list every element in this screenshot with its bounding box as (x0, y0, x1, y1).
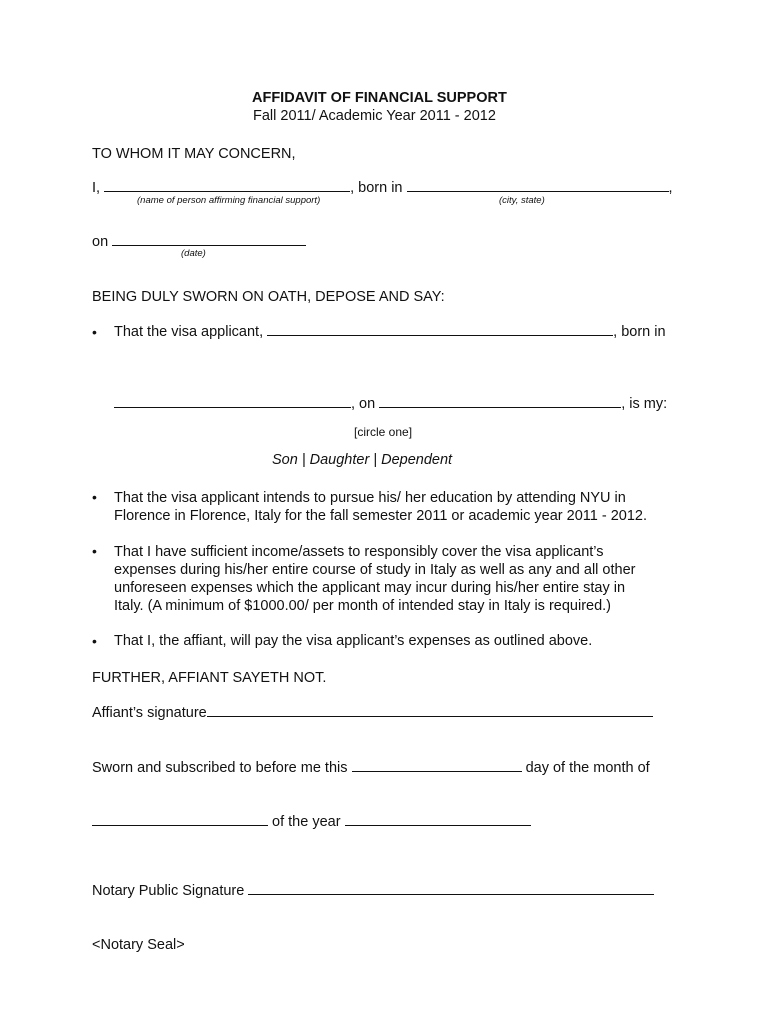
sworn-month-field[interactable] (92, 824, 268, 826)
document-title: AFFIDAVIT OF FINANCIAL SUPPORT (252, 90, 507, 106)
sworn-day-field[interactable] (352, 770, 522, 772)
income-paragraph (114, 543, 714, 615)
intent-paragraph (114, 489, 714, 525)
signature-line (92, 705, 653, 721)
notary-seal: <Notary Seal> (92, 937, 185, 953)
sworn-year-field[interactable] (345, 824, 531, 826)
applicant-birth-line (114, 396, 667, 412)
income-line-3: unforeseen expenses which the applicant may incur during his/her entire stay in (114, 580, 626, 596)
affiant-place-hint: (city, state) (499, 195, 545, 206)
document-subtitle: Fall 2011/ Academic Year 2011 - 2012 (253, 108, 496, 124)
income-line-2: expenses during his/her entire course of study in Italy as well as any and all other (114, 562, 636, 578)
affiant-birthplace-field[interactable] (407, 190, 669, 192)
sworn-suffix: day of the month of (525, 760, 650, 776)
affiant-name-hint: (name of person affirming financial support) (137, 195, 321, 206)
bullet-income: • (92, 543, 97, 559)
affiant-born-in-label: , born in (350, 180, 403, 196)
sworn-line (92, 760, 650, 776)
date-field[interactable] (112, 244, 306, 246)
relation-options[interactable]: Son | Daughter | Dependent (272, 452, 453, 468)
year-label: of the year (272, 814, 341, 830)
pay-statement: That I, the affiant, will pay the visa applicant’s expenses as outlined above. (114, 633, 593, 649)
affiant-name-field[interactable] (104, 190, 350, 192)
affiant-line (92, 180, 673, 196)
oath-statement: BEING DULY SWORN ON OATH, DEPOSE AND SAY: (92, 289, 445, 305)
income-line-4: Italy. (A minimum of $1000.00/ per month of intended stay in Italy is required.) (114, 598, 612, 614)
notary-line (92, 883, 654, 899)
notary-label: Notary Public Signature (92, 883, 245, 899)
intent-line-2: Florence in Florence, Italy for the fall semester 2011 or academic year 2011 - 2012. (114, 508, 648, 524)
affiant-prefix: I, (92, 180, 101, 196)
bullet-intent: • (92, 489, 97, 505)
circle-one-note: [circle one] (354, 425, 413, 439)
applicant-line (114, 324, 666, 340)
notary-signature-field[interactable] (248, 893, 654, 895)
applicant-prefix: That the visa applicant, (114, 324, 264, 340)
applicant-on-label: , on (351, 396, 376, 412)
applicant-birthdate-field[interactable] (379, 406, 621, 408)
date-hint: (date) (181, 248, 206, 259)
applicant-born-in-label: , born in (613, 324, 666, 340)
date-prefix: on (92, 234, 109, 250)
applicant-is-my-label: , is my: (621, 396, 668, 412)
bullet-pay: • (92, 633, 97, 649)
income-line-1: That I have sufficient income/assets to responsibly cover the visa applicant’s (114, 544, 604, 560)
affiant-line-comma: , (668, 180, 673, 196)
signature-field[interactable] (207, 715, 653, 717)
year-line (92, 814, 531, 830)
signature-label: Affiant’s signature (92, 705, 207, 721)
applicant-name-field[interactable] (267, 334, 613, 336)
applicant-birthplace-field[interactable] (114, 406, 351, 408)
salutation: TO WHOM IT MAY CONCERN, (92, 146, 296, 162)
further-statement: FURTHER, AFFIANT SAYETH NOT. (92, 670, 327, 686)
bullet-applicant: • (92, 324, 97, 340)
intent-line-1: That the visa applicant intends to pursue his/ her education by attending NYU in (114, 490, 626, 506)
sworn-prefix: Sworn and subscribed to before me this (92, 760, 348, 776)
